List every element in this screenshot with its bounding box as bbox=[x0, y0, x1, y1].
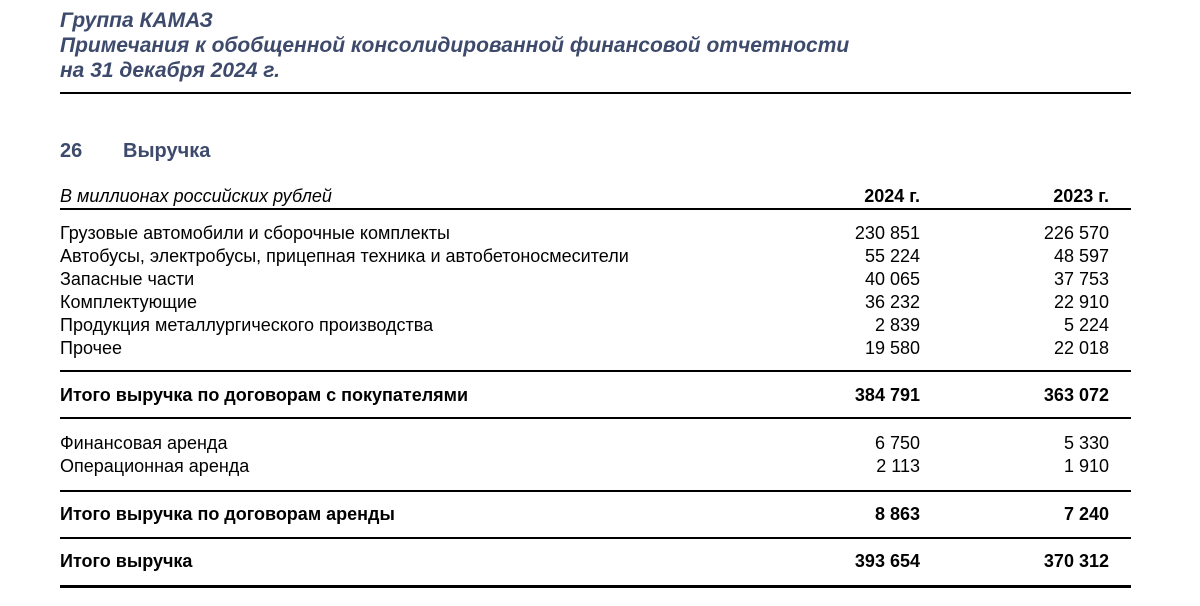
row-value-2024: 384 791 bbox=[854, 385, 920, 405]
row-value-2024: 393 654 bbox=[854, 551, 920, 571]
row-label: Финансовая аренда bbox=[60, 433, 228, 453]
row-value-2023: 5 224 bbox=[1063, 315, 1109, 335]
table-row bbox=[60, 245, 1131, 268]
row-label: Комплектующие bbox=[60, 292, 198, 312]
row-value-2023: 22 910 bbox=[1053, 292, 1109, 312]
row-value-2024: 19 580 bbox=[864, 338, 920, 358]
section-number: 26 bbox=[60, 140, 83, 162]
row-label: Итого выручка по договорам аренды bbox=[60, 504, 395, 524]
row-label: Итого выручка bbox=[60, 551, 193, 571]
row-value-2024: 36 232 bbox=[864, 292, 920, 312]
header-rule bbox=[60, 92, 1131, 94]
subtotal-rule bbox=[60, 370, 1131, 372]
subtotal-row-contracts bbox=[60, 384, 1131, 407]
units-label: В миллионах российских рублей bbox=[60, 186, 332, 206]
table-row bbox=[60, 432, 1131, 455]
column-header-2024: 2024 г. bbox=[864, 186, 920, 206]
row-value-2023: 1 910 bbox=[1063, 456, 1109, 476]
row-value-2023: 22 018 bbox=[1053, 338, 1109, 358]
row-label: Прочее bbox=[60, 338, 122, 358]
column-header-2023: 2023 г. bbox=[1053, 186, 1109, 206]
row-value-2023: 37 753 bbox=[1053, 269, 1109, 289]
row-value-2024: 40 065 bbox=[864, 269, 920, 289]
row-value-2024: 8 863 bbox=[874, 504, 920, 524]
subtotal-rule bbox=[60, 537, 1131, 539]
header-notes-title: Примечания к обобщенной консолидированной финансовой отчетности bbox=[60, 34, 850, 57]
row-value-2023: 363 072 bbox=[1043, 385, 1109, 405]
subtotal-row-lease bbox=[60, 503, 1131, 526]
row-value-2024: 55 224 bbox=[864, 246, 920, 266]
table-row bbox=[60, 268, 1131, 291]
total-row bbox=[60, 550, 1131, 573]
header-date: на 31 декабря 2024 г. bbox=[60, 59, 280, 82]
subtotal-rule bbox=[60, 417, 1131, 419]
row-value-2023: 370 312 bbox=[1043, 551, 1109, 571]
row-label: Грузовые автомобили и сборочные комплекты bbox=[60, 223, 450, 243]
document-header bbox=[60, 8, 849, 83]
row-value-2023: 5 330 bbox=[1063, 433, 1109, 453]
row-value-2023: 48 597 bbox=[1053, 246, 1109, 266]
row-label: Продукция металлургического производства bbox=[60, 315, 434, 335]
table-row bbox=[60, 291, 1131, 314]
row-value-2024: 6 750 bbox=[874, 433, 920, 453]
row-label: Операционная аренда bbox=[60, 456, 250, 476]
row-value-2024: 230 851 bbox=[854, 223, 920, 243]
table-header-row bbox=[60, 185, 1131, 208]
section-title: Выручка bbox=[123, 140, 211, 162]
row-value-2023: 7 240 bbox=[1063, 504, 1109, 524]
row-value-2023: 226 570 bbox=[1043, 223, 1109, 243]
row-label: Запасные части bbox=[60, 269, 195, 289]
subtotal-rule bbox=[60, 490, 1131, 492]
total-rule bbox=[60, 585, 1131, 588]
table-row bbox=[60, 222, 1131, 245]
table-header-rule bbox=[60, 208, 1131, 210]
row-value-2024: 2 839 bbox=[874, 315, 920, 335]
table-row bbox=[60, 314, 1131, 337]
header-company: Группа КАМАЗ bbox=[60, 9, 213, 32]
row-value-2024: 2 113 bbox=[876, 456, 920, 476]
row-label: Автобусы, электробусы, прицепная техника и автобетоносмесители bbox=[60, 246, 629, 266]
row-label: Итого выручка по договорам с покупателями bbox=[60, 385, 469, 405]
table-row bbox=[60, 337, 1131, 360]
table-row bbox=[60, 455, 1131, 478]
